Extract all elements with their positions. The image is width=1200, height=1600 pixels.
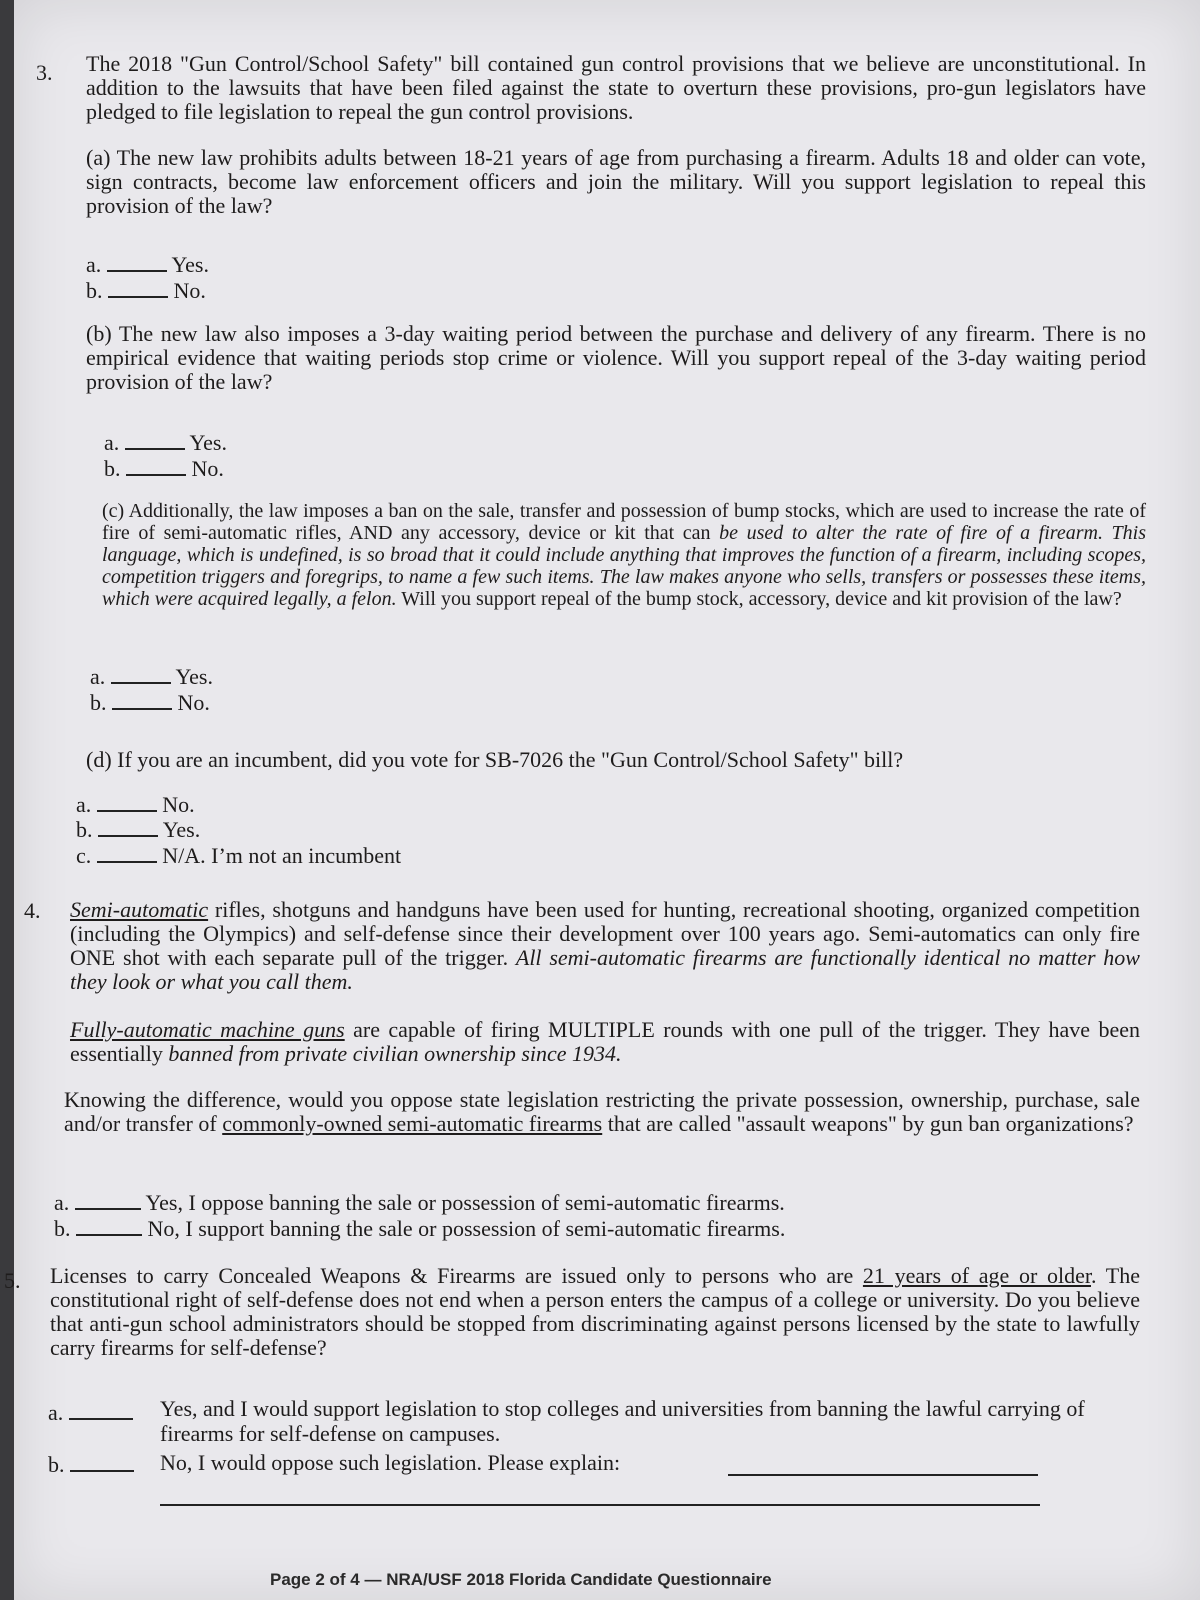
q3b-option-a[interactable]: a. Yes. [104, 430, 227, 455]
q3c-option-a-blank[interactable] [111, 682, 171, 684]
q3d-option-b[interactable]: b. Yes. [76, 817, 201, 842]
q5-option-b-letter[interactable]: b. [48, 1452, 134, 1477]
q3b-option-a-blank[interactable] [125, 448, 185, 450]
q5-explain-line-1[interactable] [728, 1474, 1038, 1476]
page-footer: Page 2 of 4 — NRA/USF 2018 Florida Candidate Questionnaire [270, 1570, 772, 1589]
q5-option-b-blank[interactable] [70, 1470, 134, 1472]
q3c-option-b-blank[interactable] [112, 708, 172, 710]
q3a-option-a-blank[interactable] [107, 270, 167, 272]
question-3-intro: The 2018 "Gun Control/School Safety" bill contained gun control provisions that we believe are unconstitutional. In addition to the lawsuits that have been filed against the state to overturn these provisions, pro-gun legislators have pledged to file legislation to repeal the gun control provisions. [86, 51, 1146, 124]
q4-option-b[interactable]: b. No, I support banning the sale or possession of semi-automatic firearms. [54, 1216, 786, 1241]
question-4-paragraph-2: Fully-automatic machine guns are capable of firing MULTIPLE rounds with one pull of the trigger. They have been essentially banned from private civilian ownership since 1934. [70, 1017, 1140, 1066]
question-4-paragraph-3: Knowing the difference, would you oppose state legislation restricting the private possession, ownership, purchase, sale and/or transfer of commonly-owned semi-automatic firearms that are called "assault weapons" by gun ban organizations? [64, 1087, 1140, 1136]
question-3c-text: (c) Additionally, the law imposes a ban on the sale, transfer and possession of bump stocks, which are used to increase the rate of fire of semi-automatic rifles, AND any accessory, device or kit that can be used to alter the rate of fire of a firearm. This language, which is undefined, is so broad that it could include anything that improves the function of a firearm, including scopes, competition triggers and foregrips, to name a few such items. The law makes anyone who sells, transfers or possesses these items, which were acquired legally, a felon. Will you support repeal of the bump stock, accessory, device and kit provision of the law? [102, 500, 1146, 610]
question-4-number: 4. [24, 898, 41, 923]
q5-option-a-text: Yes, and I would support legislation to stop colleges and universities from banning the lawful carrying of firearms for self-defense on campuses. [160, 1396, 1085, 1446]
question-3-number: 3. [36, 60, 53, 85]
q4-option-a-blank[interactable] [75, 1208, 141, 1210]
q3d-option-b-blank[interactable] [98, 835, 158, 837]
q3c-option-a[interactable]: a. Yes. [90, 664, 213, 689]
question-4-paragraph-1: Semi-automatic rifles, shotguns and handguns have been used for hunting, recreational shooting, organized competition (including the Olympics) and self-defense since their development over 100 years ago. Semi-automatics can only fire ONE shot with each separate pull of the trigger. All semi-automatic firearms are functionally identical no matter how they look or what you call them. [70, 897, 1140, 994]
q4-option-b-blank[interactable] [76, 1234, 142, 1236]
q5-option-a-blank[interactable] [69, 1418, 133, 1420]
q3c-option-b[interactable]: b. No. [90, 690, 210, 715]
question-3d-text: (d) If you are an incumbent, did you vote for SB-7026 the "Gun Control/School Safety" bill? [86, 747, 904, 772]
q4-option-a[interactable]: a. Yes, I oppose banning the sale or possession of semi-automatic firearms. [54, 1190, 785, 1215]
q3d-option-a-blank[interactable] [97, 810, 157, 812]
q3b-option-b-blank[interactable] [126, 474, 186, 476]
q5-explain-line-2[interactable] [160, 1504, 1040, 1506]
question-5-text: Licenses to carry Concealed Weapons & Firearms are issued only to persons who are 21 years of age or older. The constitutional right of self-defense does not end when a person enters the campus of a college or university. Do you believe that anti-gun school administrators should be stopped from discriminating against persons licensed by the state to lawfully carry firearms for self-defense? [50, 1263, 1141, 1360]
question-5-number: 5. [4, 1268, 21, 1293]
q3b-option-b[interactable]: b. No. [104, 456, 224, 481]
question-3b-text: (b) The new law also imposes a 3-day waiting period between the purchase and delivery of any firearm. There is no empirical evidence that waiting periods stop crime or violence. Will you support repeal of the 3-day waiting period provision of the law? [86, 321, 1146, 394]
q3d-option-a[interactable]: a. No. [76, 792, 195, 817]
q3a-option-b-blank[interactable] [108, 296, 168, 298]
q3d-option-c-blank[interactable] [97, 861, 157, 863]
question-3a-text: (a) The new law prohibits adults between 18-21 years of age from purchasing a firearm. Adults 18 and older can vote, sign contracts, become law enforcement officers and join the military. Will you support legislation to repeal this provision of the law? [86, 145, 1146, 218]
q5-option-a-letter[interactable]: a. [48, 1400, 133, 1425]
q3a-option-b[interactable]: b. No. [86, 278, 206, 303]
q3a-option-a[interactable]: a. Yes. [86, 252, 209, 277]
q5-option-b-text: No, I would oppose such legislation. Please explain: [160, 1450, 621, 1475]
q3d-option-c[interactable]: c. N/A. I’m not an incumbent [76, 843, 402, 868]
questionnaire-page [4, 0, 1200, 1600]
